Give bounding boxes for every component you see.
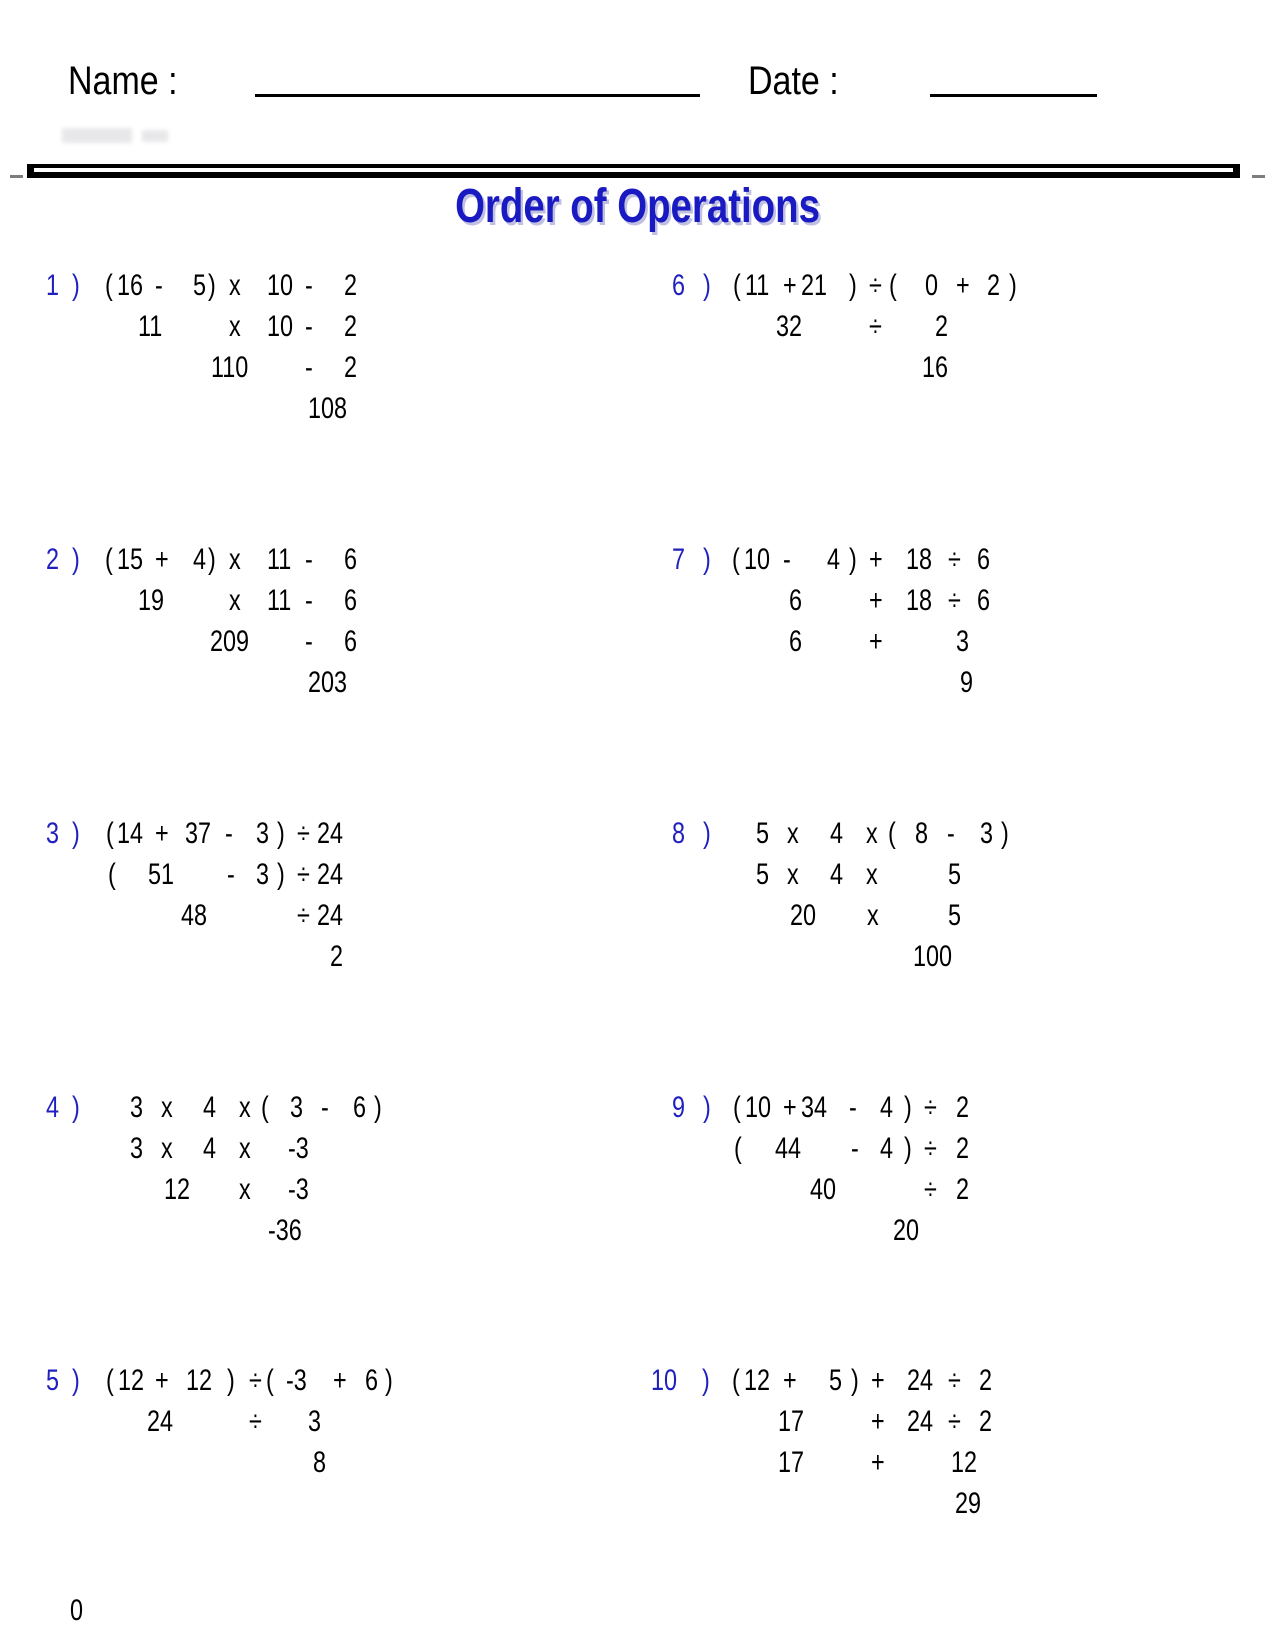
math-token: (: [105, 543, 113, 576]
math-token: 10: [744, 543, 771, 576]
math-token: ): [904, 1132, 912, 1165]
math-token: 24: [317, 899, 344, 932]
math-token: 17: [778, 1405, 805, 1438]
math-token: 18: [906, 543, 933, 576]
math-token: 21: [801, 269, 828, 302]
math-token: ÷: [297, 817, 310, 850]
math-token: 24: [317, 817, 344, 850]
math-token: -: [305, 269, 313, 302]
math-token: (: [732, 1364, 740, 1397]
math-token: 17: [778, 1446, 805, 1479]
math-token: 2: [987, 269, 1001, 302]
problem-number: 10: [651, 1364, 678, 1397]
math-token: (: [889, 269, 897, 302]
problem-number: 4: [46, 1091, 60, 1124]
problem-number-paren: ): [703, 817, 711, 850]
math-token: -: [305, 310, 313, 343]
math-token: 3: [256, 858, 270, 891]
math-token: (: [106, 817, 114, 850]
math-token: -: [305, 543, 313, 576]
math-token: -36: [268, 1214, 302, 1247]
math-token: 32: [776, 310, 803, 343]
math-token: 8: [313, 1446, 327, 1479]
name-blank-line: [255, 94, 700, 97]
math-token: 203: [308, 666, 348, 699]
math-token: 19: [138, 584, 165, 617]
math-token: 2: [956, 1173, 970, 1206]
math-token: 29: [955, 1487, 982, 1520]
math-token: 6: [977, 543, 991, 576]
math-token: (: [733, 1091, 741, 1124]
math-token: 12: [118, 1364, 145, 1397]
math-token: ): [849, 269, 857, 302]
faint-artifact: [142, 130, 168, 142]
math-token: ): [208, 269, 216, 302]
math-token: (: [734, 1132, 742, 1165]
math-token: x: [787, 817, 799, 850]
math-token: ÷: [948, 1364, 961, 1397]
math-token: +: [155, 817, 169, 850]
problem-number: 5: [46, 1364, 60, 1397]
math-token: 11: [138, 310, 163, 343]
math-token: 3: [256, 817, 270, 850]
math-token: (: [261, 1091, 269, 1124]
page-title: Order of Operations: [455, 180, 820, 233]
math-token: +: [783, 1091, 797, 1124]
math-token: +: [783, 1364, 797, 1397]
math-token: 2: [330, 940, 344, 973]
math-token: 6: [344, 625, 358, 658]
problem-number-paren: ): [703, 269, 711, 302]
math-token: ÷: [869, 310, 882, 343]
problem-number-paren: ): [72, 269, 80, 302]
math-token: x: [161, 1091, 173, 1124]
math-token: 0: [925, 269, 939, 302]
math-token: 4: [880, 1132, 894, 1165]
math-token: 10: [267, 310, 294, 343]
math-token: 5: [193, 269, 207, 302]
math-token: x: [229, 269, 241, 302]
problem-number-paren: ): [72, 1364, 80, 1397]
math-token: ÷: [869, 269, 882, 302]
math-token: 24: [317, 858, 344, 891]
math-token: 10: [745, 1091, 772, 1124]
math-token: 3: [290, 1091, 304, 1124]
math-token: ): [1001, 817, 1009, 850]
math-token: 2: [979, 1364, 993, 1397]
math-token: 2: [956, 1091, 970, 1124]
math-token: ÷: [249, 1364, 262, 1397]
math-token: 2: [956, 1132, 970, 1165]
problem-number-paren: ): [72, 543, 80, 576]
math-token: 6: [344, 543, 358, 576]
problem-number: 7: [672, 543, 686, 576]
math-token: 24: [907, 1364, 934, 1397]
math-token: 11: [267, 584, 292, 617]
math-token: 12: [744, 1364, 771, 1397]
math-token: (: [732, 543, 740, 576]
math-token: 11: [267, 543, 292, 576]
math-token: 5: [756, 817, 770, 850]
math-token: (: [108, 858, 116, 891]
math-token: 100: [913, 940, 953, 973]
math-token: -3: [288, 1173, 309, 1206]
math-token: +: [155, 543, 169, 576]
math-token: 12: [164, 1173, 191, 1206]
math-token: ): [904, 1091, 912, 1124]
math-token: x: [229, 310, 241, 343]
math-token: 10: [267, 269, 294, 302]
problem-number: 1: [46, 269, 60, 302]
problem-number: 3: [46, 817, 60, 850]
math-token: +: [956, 269, 970, 302]
math-token: 8: [915, 817, 929, 850]
math-token: -3: [286, 1364, 307, 1397]
math-token: 6: [789, 625, 803, 658]
math-token: 3: [130, 1091, 144, 1124]
math-token: x: [229, 584, 241, 617]
math-token: -: [947, 817, 955, 850]
math-token: 4: [827, 543, 841, 576]
math-token: +: [333, 1364, 347, 1397]
divider-double-rule: [27, 164, 1240, 178]
math-token: 40: [810, 1173, 837, 1206]
math-token: +: [783, 269, 797, 302]
page-number: 0: [70, 1594, 84, 1627]
math-token: 24: [147, 1405, 174, 1438]
math-token: ÷: [924, 1091, 937, 1124]
problem-number: 2: [46, 543, 60, 576]
math-token: ÷: [948, 1405, 961, 1438]
math-token: 3: [308, 1405, 322, 1438]
math-token: x: [229, 543, 241, 576]
math-token: ): [227, 1364, 235, 1397]
math-token: ÷: [297, 899, 310, 932]
problem-number-paren: ): [72, 817, 80, 850]
math-token: ): [374, 1091, 382, 1124]
math-token: ÷: [948, 584, 961, 617]
math-token: x: [787, 858, 799, 891]
math-token: +: [869, 625, 883, 658]
math-token: (: [266, 1364, 274, 1397]
math-token: ÷: [924, 1132, 937, 1165]
math-token: -: [155, 269, 163, 302]
math-token: 44: [775, 1132, 802, 1165]
math-token: 20: [893, 1214, 920, 1247]
math-token: 16: [922, 351, 949, 384]
math-token: 4: [203, 1132, 217, 1165]
math-token: ): [849, 543, 857, 576]
math-token: x: [239, 1132, 251, 1165]
math-token: -: [305, 584, 313, 617]
math-token: -: [851, 1132, 859, 1165]
math-token: -: [849, 1091, 857, 1124]
problem-number-paren: ): [72, 1091, 80, 1124]
math-token: 6: [344, 584, 358, 617]
math-token: 2: [344, 310, 358, 343]
math-token: (: [888, 817, 896, 850]
math-token: ÷: [297, 858, 310, 891]
problem-number: 6: [672, 269, 686, 302]
date-label: Date :: [748, 59, 839, 103]
problem-number-paren: ): [703, 543, 711, 576]
math-token: ): [277, 858, 285, 891]
math-token: 18: [906, 584, 933, 617]
math-token: ): [385, 1364, 393, 1397]
math-token: ): [1009, 269, 1017, 302]
math-token: 110: [211, 351, 249, 384]
math-token: -: [227, 858, 235, 891]
math-token: +: [869, 584, 883, 617]
math-token: 16: [117, 269, 144, 302]
math-token: 5: [948, 858, 962, 891]
math-token: 2: [979, 1405, 993, 1438]
math-token: ÷: [249, 1405, 262, 1438]
math-token: 15: [117, 543, 144, 576]
math-token: 6: [977, 584, 991, 617]
problem-number-paren: ): [703, 1091, 711, 1124]
math-token: ): [208, 543, 216, 576]
math-token: 2: [935, 310, 949, 343]
math-token: 48: [181, 899, 208, 932]
math-token: -: [783, 543, 791, 576]
math-token: +: [869, 543, 883, 576]
divider-left-dash: [10, 175, 23, 178]
math-token: 37: [185, 817, 212, 850]
math-token: 2: [344, 351, 358, 384]
math-token: 108: [308, 392, 348, 425]
math-token: 3: [956, 625, 970, 658]
math-token: -: [321, 1091, 329, 1124]
math-token: x: [239, 1173, 251, 1206]
math-token: 34: [801, 1091, 828, 1124]
math-token: +: [871, 1446, 885, 1479]
math-token: (: [105, 269, 113, 302]
math-token: 3: [980, 817, 994, 850]
math-token: (: [733, 269, 741, 302]
math-token: x: [866, 858, 878, 891]
math-token: 51: [148, 858, 175, 891]
math-token: 12: [186, 1364, 213, 1397]
math-token: 6: [353, 1091, 367, 1124]
math-token: +: [155, 1364, 169, 1397]
math-token: +: [871, 1405, 885, 1438]
divider-right-dash: [1252, 175, 1265, 178]
math-token: -3: [288, 1132, 309, 1165]
math-token: -: [225, 817, 233, 850]
math-token: 6: [365, 1364, 379, 1397]
math-token: x: [866, 817, 878, 850]
math-token: +: [871, 1364, 885, 1397]
math-token: ÷: [948, 543, 961, 576]
faint-artifact: [62, 128, 132, 143]
math-token: ): [851, 1364, 859, 1397]
math-token: x: [161, 1132, 173, 1165]
math-token: 4: [203, 1091, 217, 1124]
math-token: 6: [789, 584, 803, 617]
math-token: -: [305, 625, 313, 658]
math-token: 4: [193, 543, 207, 576]
math-token: 4: [830, 817, 844, 850]
math-token: ÷: [924, 1173, 937, 1206]
math-token: 9: [960, 666, 974, 699]
math-token: 24: [907, 1405, 934, 1438]
math-token: 209: [210, 625, 250, 658]
math-token: 4: [830, 858, 844, 891]
problem-number: 9: [672, 1091, 686, 1124]
math-token: 11: [745, 269, 770, 302]
math-token: ): [277, 817, 285, 850]
math-token: 20: [790, 899, 817, 932]
math-token: 5: [829, 1364, 843, 1397]
math-token: (: [106, 1364, 114, 1397]
name-label: Name :: [68, 59, 178, 103]
math-token: x: [239, 1091, 251, 1124]
math-token: 4: [880, 1091, 894, 1124]
problem-number-paren: ): [702, 1364, 710, 1397]
date-blank-line: [930, 94, 1097, 97]
math-token: 2: [344, 269, 358, 302]
math-token: -: [305, 351, 313, 384]
math-token: x: [867, 899, 879, 932]
math-token: 3: [130, 1132, 144, 1165]
math-token: 5: [948, 899, 962, 932]
math-token: 14: [117, 817, 144, 850]
math-token: 5: [756, 858, 770, 891]
math-token: 12: [951, 1446, 978, 1479]
problem-number: 8: [672, 817, 686, 850]
